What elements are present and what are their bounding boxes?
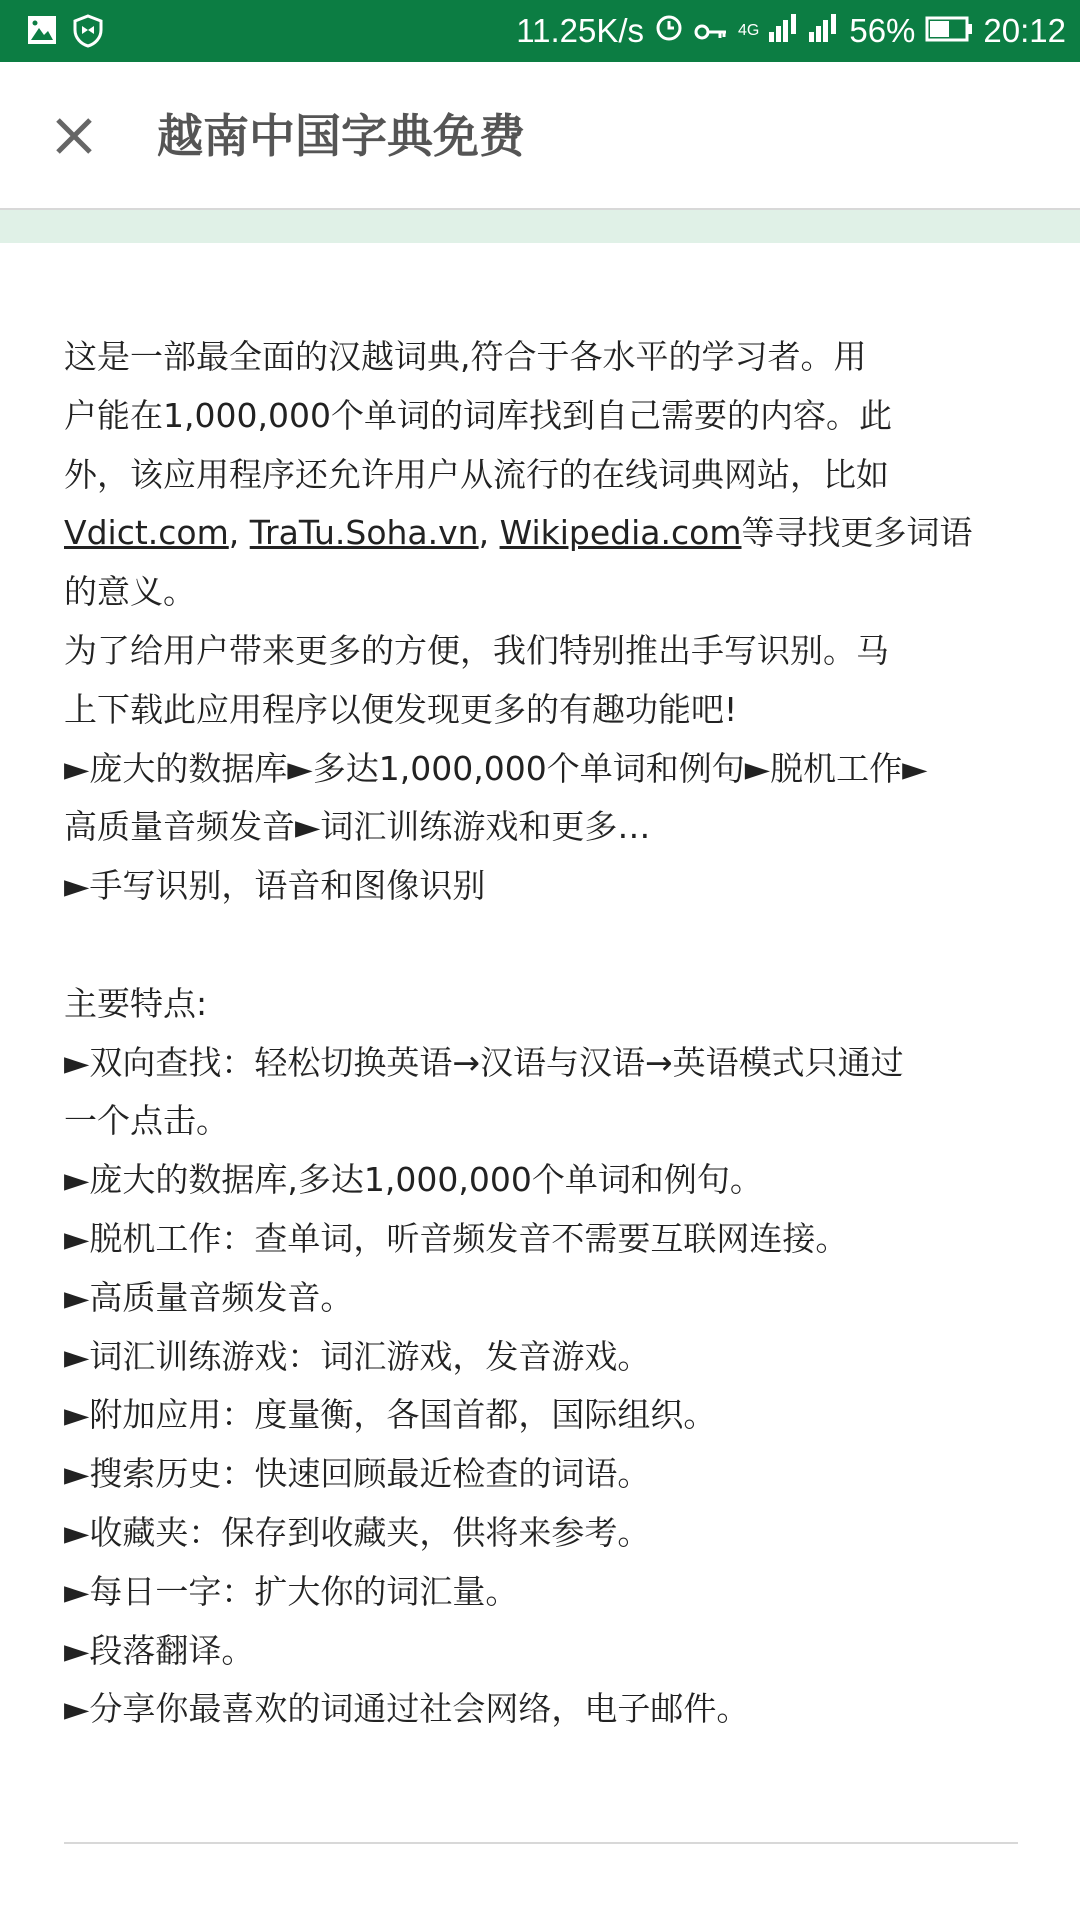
description-line: 外，该应用程序还允许用户从流行的在线词典网站，比如	[64, 454, 889, 494]
description-line: ►双向查找：轻松切换英语→汉语与汉语→英语模式只通过	[64, 1042, 904, 1082]
header-strip	[0, 210, 1080, 243]
separator: ,	[478, 513, 500, 553]
description-line: ►每日一字：扩大你的词汇量。	[64, 1571, 519, 1611]
page-title: 越南中国字典免费	[157, 109, 525, 163]
description-line: ►附加应用：度量衡，各国首都，国际组织。	[64, 1395, 717, 1435]
status-bar	[0, 0, 1080, 62]
description-line: ►庞大的数据库,多达1,000,000个单词和例句。	[64, 1160, 763, 1200]
description-line	[64, 504, 1024, 563]
line-tail: 等寻找更多词语	[741, 513, 973, 553]
description-line: 为了给用户带来更多的方便，我们特别推出手写识别。马	[64, 630, 889, 670]
description-line: 的意义。	[64, 572, 196, 612]
battery-icon	[925, 12, 973, 50]
signal-icon	[809, 12, 839, 50]
description-line	[64, 916, 1024, 975]
link-vdict-com[interactable]: Vdict.com	[64, 513, 229, 553]
clock: 20:12	[983, 12, 1066, 49]
description-line: ►脱机工作：查单词，听音频发音不需要互联网连接。	[64, 1218, 849, 1258]
description-line: 一个点击。	[64, 1101, 229, 1141]
description-text	[64, 328, 1024, 1739]
separator: ,	[228, 513, 250, 553]
battery-percent: 56%	[849, 12, 916, 49]
description-line: ►手写识别，语音和图像识别	[64, 866, 486, 906]
link-tratu-soha-vn[interactable]: TraTu.Soha.vn	[249, 513, 479, 553]
description-line: 这是一部最全面的汉越词典,符合于各水平的学习者。用	[64, 337, 867, 376]
close-button[interactable]	[50, 112, 98, 160]
description-line: ►收藏夹：保存到收藏夹，供将来参考。	[64, 1512, 651, 1552]
vpn-key-icon	[694, 12, 728, 50]
description-line: 上下载此应用程序以便发现更多的有趣功能吧!	[64, 689, 738, 729]
description-line: ►搜索历史：快速回顾最近检查的词语。	[64, 1454, 651, 1494]
description-line: ►段落翻译。	[64, 1630, 255, 1670]
description-line: 主要特点:	[64, 983, 208, 1023]
shield-icon	[72, 14, 104, 52]
description-line: ►分享你最喜欢的词通过社会网络，电子邮件。	[64, 1689, 750, 1729]
signal-icon	[769, 12, 799, 50]
link-wikipedia-com[interactable]: Wikipedia.com	[499, 513, 742, 553]
image-icon	[26, 14, 58, 52]
description-line: ►高质量音频发音。	[64, 1277, 354, 1317]
description-line: 高质量音频发音►词汇训练游戏和更多…	[64, 807, 651, 847]
net-speed: 11.25K/s	[516, 12, 644, 49]
divider	[64, 1842, 1018, 1844]
description-line: ►庞大的数据库►多达1,000,000个单词和例句►脱机工作►	[64, 748, 928, 788]
description-line: ►词汇训练游戏：词汇游戏，发音游戏。	[64, 1336, 651, 1376]
alarm-icon	[654, 11, 684, 51]
network-type: 4G	[738, 22, 760, 39]
description-line: 户能在1,000,000个单词的词库找到自己需要的内容。此	[64, 395, 892, 435]
close-icon	[50, 145, 98, 164]
